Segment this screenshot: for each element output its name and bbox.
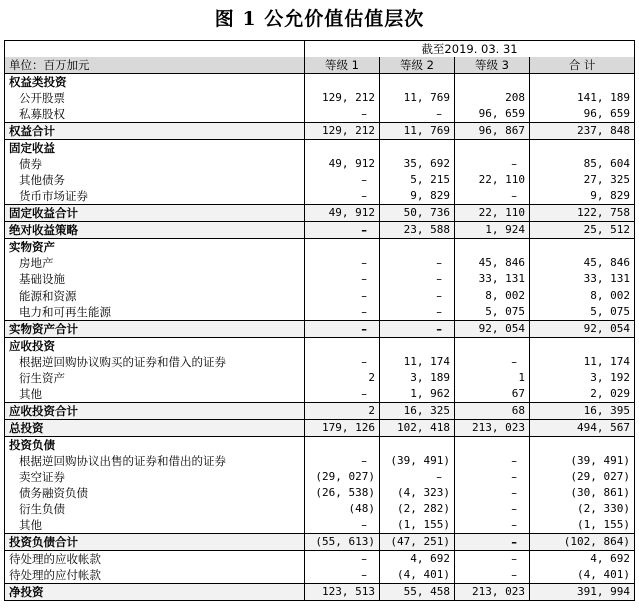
table-row	[5, 419, 635, 436]
row-label: 固定收益合计	[5, 205, 305, 222]
level-2-value: –	[380, 271, 455, 287]
total-value	[530, 74, 635, 91]
level-2-value	[380, 239, 455, 256]
table-row	[5, 123, 635, 140]
table-row	[5, 402, 635, 419]
total-value: 2, 029	[530, 386, 635, 403]
level-1-value	[305, 337, 380, 354]
table-row	[5, 584, 635, 601]
level-3-value: –	[455, 567, 530, 584]
level-3-value: –	[455, 156, 530, 172]
total-value: 8, 002	[530, 287, 635, 303]
total-value: 3, 192	[530, 370, 635, 386]
row-label: 货币市场证券	[5, 188, 305, 205]
row-label: 实物资产	[5, 239, 305, 256]
level-3-value: –	[455, 517, 530, 534]
table-row	[5, 567, 635, 584]
level-3-value: 1	[455, 370, 530, 386]
level-3-value: –	[455, 485, 530, 501]
total-value: 4, 692	[530, 551, 635, 568]
level-1-value: (26, 538)	[305, 485, 380, 501]
table-row	[5, 453, 635, 469]
total-value: 96, 659	[530, 106, 635, 123]
total-value: (1, 155)	[530, 517, 635, 534]
level-1-value: –	[305, 386, 380, 403]
level-3-value: 45, 846	[455, 255, 530, 271]
level-2-value: 55, 458	[380, 584, 455, 601]
level-3-value	[455, 239, 530, 256]
row-label: 总投资	[5, 419, 305, 436]
level-1-value: 49, 912	[305, 156, 380, 172]
level-3-value: –	[455, 469, 530, 485]
header-total: 合 计	[530, 57, 635, 74]
level-3-value	[455, 74, 530, 91]
level-1-value: 2	[305, 370, 380, 386]
level-2-value	[380, 140, 455, 157]
level-1-value: –	[305, 222, 380, 239]
row-label: 权益合计	[5, 123, 305, 140]
level-1-value: 129, 212	[305, 90, 380, 106]
level-3-value: –	[455, 534, 530, 551]
table-row	[5, 255, 635, 271]
row-label: 私募股权	[5, 106, 305, 123]
level-3-value: 33, 131	[455, 271, 530, 287]
level-1-value: (29, 027)	[305, 469, 380, 485]
table-row	[5, 354, 635, 370]
total-value	[530, 337, 635, 354]
total-value: 237, 848	[530, 123, 635, 140]
level-3-value: 96, 867	[455, 123, 530, 140]
row-label: 能源和资源	[5, 287, 305, 303]
table-row	[5, 485, 635, 501]
level-2-value	[380, 337, 455, 354]
level-1-value: 2	[305, 402, 380, 419]
level-2-value	[380, 436, 455, 453]
level-3-value	[455, 140, 530, 157]
level-3-value: 213, 023	[455, 584, 530, 601]
row-label: 根据逆回购协议出售的证券和借出的证券	[5, 453, 305, 469]
table-row	[5, 271, 635, 287]
level-3-value: 92, 054	[455, 320, 530, 337]
row-label: 净投资	[5, 584, 305, 601]
total-value: (39, 491)	[530, 453, 635, 469]
total-value	[530, 436, 635, 453]
row-label: 待处理的应收帐款	[5, 551, 305, 568]
level-2-value: 4, 692	[380, 551, 455, 568]
level-1-value: 49, 912	[305, 205, 380, 222]
level-1-value: 123, 513	[305, 584, 380, 601]
level-1-value: –	[305, 287, 380, 303]
level-2-value: 11, 769	[380, 123, 455, 140]
level-1-value: –	[305, 304, 380, 321]
row-label: 衍生资产	[5, 370, 305, 386]
level-2-value: (4, 401)	[380, 567, 455, 584]
level-1-value: –	[305, 551, 380, 568]
total-value: 27, 325	[530, 172, 635, 188]
header-level-3: 等级 3	[455, 57, 530, 74]
table-row	[5, 90, 635, 106]
unit-label: 单位：百万加元	[5, 57, 305, 74]
total-value: 5, 075	[530, 304, 635, 321]
date-row	[5, 41, 635, 58]
table-row	[5, 469, 635, 485]
level-1-value	[305, 436, 380, 453]
row-label: 根据逆回购协议购买的证券和借入的证券	[5, 354, 305, 370]
level-1-value: –	[305, 172, 380, 188]
total-value: 45, 846	[530, 255, 635, 271]
level-3-value: 67	[455, 386, 530, 403]
level-2-value: (39, 491)	[380, 453, 455, 469]
level-2-value: –	[380, 106, 455, 123]
level-3-value: 208	[455, 90, 530, 106]
level-2-value: 23, 588	[380, 222, 455, 239]
table-row	[5, 172, 635, 188]
level-3-value: 22, 110	[455, 205, 530, 222]
as-of-date: 截至2019. 03. 31	[305, 41, 635, 58]
total-value: 85, 604	[530, 156, 635, 172]
level-3-value: –	[455, 501, 530, 517]
table-row	[5, 287, 635, 303]
total-value	[530, 140, 635, 157]
row-label: 公开股票	[5, 90, 305, 106]
page-title: 图 1 公允价值估值层次	[214, 8, 425, 30]
total-value: (2, 330)	[530, 501, 635, 517]
level-1-value: –	[305, 354, 380, 370]
row-label: 应收投资合计	[5, 402, 305, 419]
table-row	[5, 436, 635, 453]
total-value: 92, 054	[530, 320, 635, 337]
level-3-value: 96, 659	[455, 106, 530, 123]
level-3-value	[455, 337, 530, 354]
total-value: 33, 131	[530, 271, 635, 287]
level-3-value: 213, 023	[455, 419, 530, 436]
level-2-value: (2, 282)	[380, 501, 455, 517]
table-row	[5, 534, 635, 551]
row-label: 其他债务	[5, 172, 305, 188]
row-label: 电力和可再生能源	[5, 304, 305, 321]
level-1-value: 129, 212	[305, 123, 380, 140]
level-2-value: –	[380, 287, 455, 303]
table-row	[5, 222, 635, 239]
fair-value-table	[4, 40, 635, 601]
level-3-value: –	[455, 551, 530, 568]
level-2-value: –	[380, 320, 455, 337]
level-1-value: (55, 613)	[305, 534, 380, 551]
level-2-value: (4, 323)	[380, 485, 455, 501]
total-value: (29, 027)	[530, 469, 635, 485]
row-label: 固定收益	[5, 140, 305, 157]
total-value: 141, 189	[530, 90, 635, 106]
row-label: 应收投资	[5, 337, 305, 354]
level-2-value: –	[380, 255, 455, 271]
total-value	[530, 239, 635, 256]
total-value: 391, 994	[530, 584, 635, 601]
table-row	[5, 188, 635, 205]
total-value: 25, 512	[530, 222, 635, 239]
table-row	[5, 320, 635, 337]
table-row	[5, 239, 635, 256]
level-1-value: 179, 126	[305, 419, 380, 436]
table-row	[5, 304, 635, 321]
total-value: (102, 864)	[530, 534, 635, 551]
level-1-value: –	[305, 453, 380, 469]
total-value: 494, 567	[530, 419, 635, 436]
table-row	[5, 517, 635, 534]
level-3-value: 22, 110	[455, 172, 530, 188]
level-2-value: 16, 325	[380, 402, 455, 419]
level-1-value: –	[305, 567, 380, 584]
row-label: 权益类投资	[5, 74, 305, 91]
level-1-value: (48)	[305, 501, 380, 517]
level-1-value: –	[305, 271, 380, 287]
level-3-value: 1, 924	[455, 222, 530, 239]
level-2-value: 1, 962	[380, 386, 455, 403]
level-2-value: 5, 215	[380, 172, 455, 188]
level-1-value	[305, 140, 380, 157]
level-3-value: 5, 075	[455, 304, 530, 321]
level-2-value: 102, 418	[380, 419, 455, 436]
table-row	[5, 140, 635, 157]
total-value: (4, 401)	[530, 567, 635, 584]
level-3-value	[455, 436, 530, 453]
level-3-value: 68	[455, 402, 530, 419]
row-label: 债务融资负债	[5, 485, 305, 501]
level-2-value	[380, 74, 455, 91]
level-3-value: –	[455, 354, 530, 370]
level-2-value: –	[380, 304, 455, 321]
level-2-value: 11, 769	[380, 90, 455, 106]
row-label: 待处理的应付帐款	[5, 567, 305, 584]
row-label: 卖空证券	[5, 469, 305, 485]
table-row	[5, 386, 635, 403]
row-label: 房地产	[5, 255, 305, 271]
row-label: 衍生负债	[5, 501, 305, 517]
level-2-value: 3, 189	[380, 370, 455, 386]
total-value: 11, 174	[530, 354, 635, 370]
table-row	[5, 370, 635, 386]
level-1-value: –	[305, 188, 380, 205]
total-value: 16, 395	[530, 402, 635, 419]
header-level-1: 等级 1	[305, 57, 380, 74]
table-row	[5, 74, 635, 91]
header-level-2: 等级 2	[380, 57, 455, 74]
row-label: 投资负债	[5, 436, 305, 453]
level-2-value: 50, 736	[380, 205, 455, 222]
level-2-value: 11, 174	[380, 354, 455, 370]
level-2-value: 35, 692	[380, 156, 455, 172]
level-2-value: (47, 251)	[380, 534, 455, 551]
row-label: 投资负债合计	[5, 534, 305, 551]
level-1-value: –	[305, 106, 380, 123]
total-value: 9, 829	[530, 188, 635, 205]
table-row	[5, 205, 635, 222]
table-row	[5, 156, 635, 172]
table-row	[5, 551, 635, 568]
row-label: 债券	[5, 156, 305, 172]
level-3-value: –	[455, 188, 530, 205]
level-2-value: 9, 829	[380, 188, 455, 205]
level-1-value: –	[305, 255, 380, 271]
table-row	[5, 337, 635, 354]
row-label: 绝对收益策略	[5, 222, 305, 239]
total-value: 122, 758	[530, 205, 635, 222]
level-1-value	[305, 239, 380, 256]
level-1-value: –	[305, 320, 380, 337]
level-3-value: –	[455, 453, 530, 469]
level-2-value: (1, 155)	[380, 517, 455, 534]
row-label: 基础设施	[5, 271, 305, 287]
level-1-value	[305, 74, 380, 91]
level-1-value: –	[305, 517, 380, 534]
level-3-value: 8, 002	[455, 287, 530, 303]
row-label: 其他	[5, 517, 305, 534]
level-2-value: –	[380, 469, 455, 485]
row-label: 实物资产合计	[5, 320, 305, 337]
total-value: (30, 861)	[530, 485, 635, 501]
row-label: 其他	[5, 386, 305, 403]
table-row	[5, 501, 635, 517]
table-row	[5, 106, 635, 123]
header-row	[5, 57, 635, 74]
